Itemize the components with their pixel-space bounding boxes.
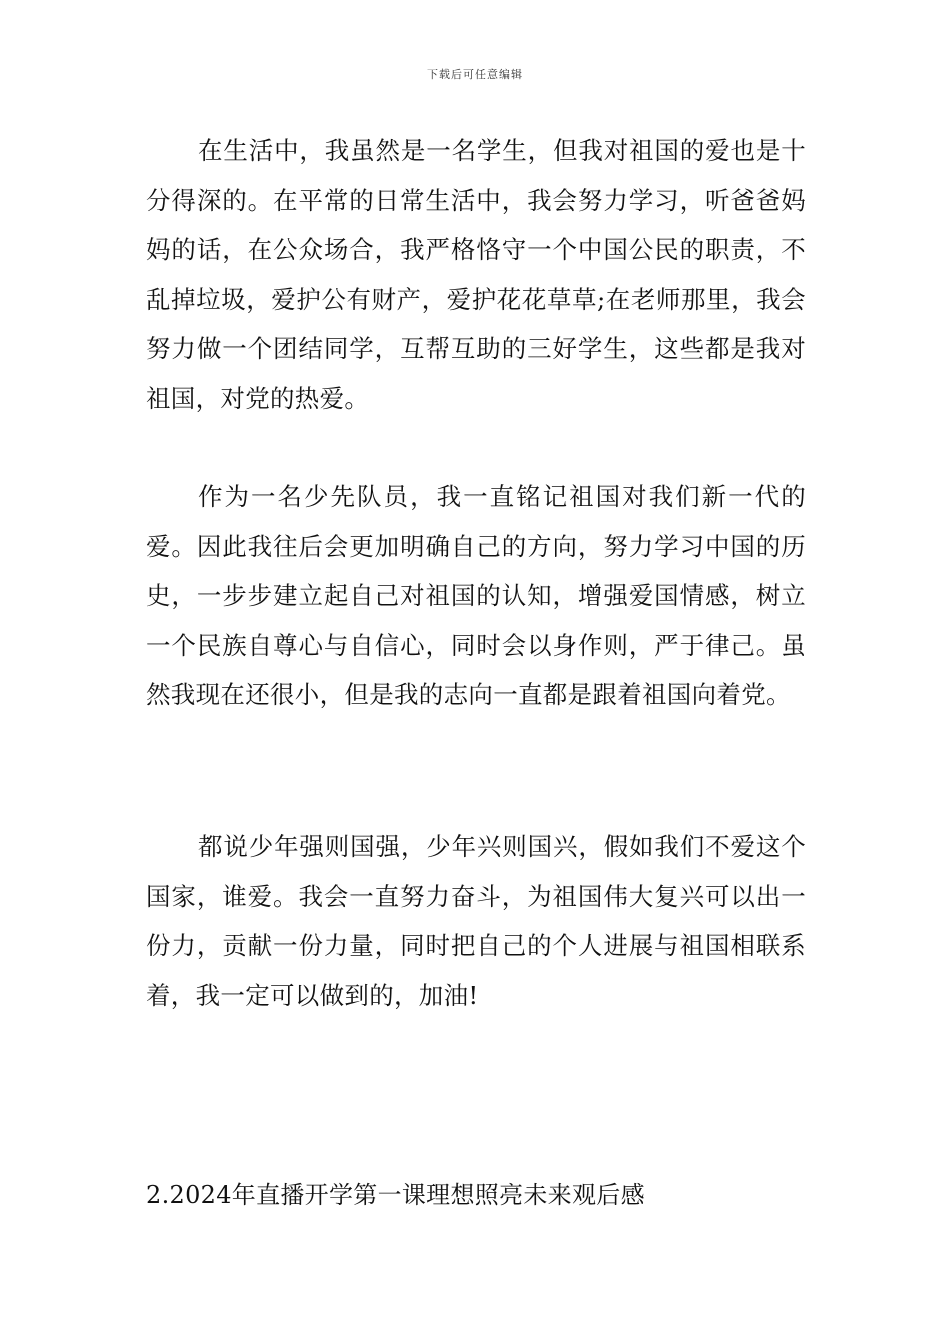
section-heading: 2.2024年直播开学第一课理想照亮未来观后感 <box>146 1181 645 1209</box>
paragraph-1: 在生活中，我虽然是一名学生，但我对祖国的爱也是十分得深的。在平常的日常生活中，我会努力学习，听爸爸妈妈的话，在公众场合，我严格恪守一个中国公民的职责，不乱掉垃圾，爱护公有财产，爱护花花草草;在老师那里，我会努力做一个团结同学，互帮互助的三好学生，这些都是我对祖国，对党的热爱。 <box>146 136 806 413</box>
paragraph-2: 作为一名少先队员，我一直铭记祖国对我们新一代的爱。因此我往后会更加明确自己的方向，努力学习中国的历史，一步步建立起自己对祖国的认知，增强爱国情感，树立一个民族自尊心与自信心，同时会以身作则，严于律己。虽然我现在还很小，但是我的志向一直都是跟着祖国向着党。 <box>146 482 806 709</box>
page-header-note: 下载后可任意编辑 <box>427 68 523 81</box>
paragraph-3: 都说少年强则国强，少年兴则国兴，假如我们不爱这个国家，谁爱。我会一直努力奋斗，为祖国伟大复兴可以出一份力，贡献一份力量，同时把自己的个人进展与祖国相联系着，我一定可以做到的，加油! <box>146 832 806 1010</box>
